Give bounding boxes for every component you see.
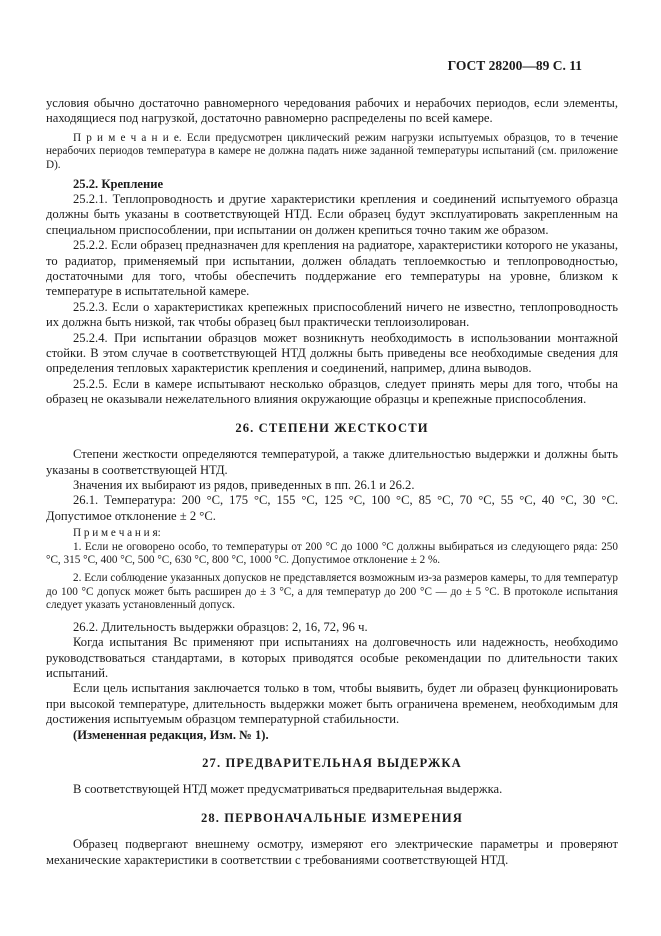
clause-25-2-5: 25.2.5. Если в камере испытывают несколько образцов, следует принять меры для того, чтобы на образец не оказывали нежелательного влияния окружающие образцы и крепежные приспособления. (46, 376, 618, 407)
note-26-1-item-2: 2. Если соблюдение указанных допусков не представляется возможным из-за размеров камеры, то для температур до 100 °С допуск может быть расширен до ± 3 °С, а для температур до 200 °С — до ± 5 °С. В протоколе испытания следует указать установленный допуск. (46, 571, 618, 612)
section-heading-26: 26. СТЕПЕНИ ЖЕСТКОСТИ (235, 420, 429, 435)
amended-revision-line: (Измененная редакция, Изм. № 1). (73, 727, 269, 742)
notes-label: П р и м е ч а н и я: (73, 527, 161, 540)
clause-26-2-duration: 26.2. Длительность выдержки образцов: 2, 16, 72, 96 ч. (73, 619, 368, 634)
note-26-1-item-1: 1. Если не оговорено особо, то температуры от 200 °С до 1000 °С должны выбираться из следующего ряда: 250 °С, 315 °С, 400 °С, 500 °С, 630 °С, 800 °С, 1000 °С. Допустимое отклонение ± 2 %. (46, 540, 618, 567)
section-26-paragraph-3: Когда испытания Вс применяют при испытаниях на долговечность или надежность, необходимо руководствоваться стандартами, в которых приводятся особые рекомендации по длительности таких испытаний. (46, 635, 618, 680)
clause-26-1-temperature: 26.1. Температура: 200 °С, 175 °С, 155 °С, 125 °С, 100 °С, 85 °С, 70 °С, 55 °С, 40 °С, 30 °С. Допустимое отклонение ± 2 °С. (46, 493, 618, 523)
section-27-paragraph-1: В соответствующей НТД может предусматриваться предварительная выдержка. (73, 782, 503, 797)
running-header-title: ГОСТ 28200—89 С. 11 (447, 58, 582, 73)
document-content (46, 58, 618, 868)
section-heading-28: 28. ПЕРВОНАЧАЛЬНЫЕ ИЗМЕРЕНИЯ (200, 810, 464, 825)
section-26-paragraph-4: Если цель испытания заключается только в том, чтобы выявить, будет ли образец функционировать при высокой температуре, длительность выдержки может быть ограничена временем, необходимым для достижения испытуемым образцом температурной стабильности. (46, 681, 618, 727)
clause-25-2-4: 25.2.4. При испытании образцов может возникнуть необходимость в использовании монтажной стойки. В этом случае в соответствующей НТД должны быть приведены все необходимые сведения для определения тепловых характеристик крепления и соединений, например, длина выводов. (46, 330, 618, 376)
section-heading-27: 27. ПРЕДВАРИТЕЛЬНАЯ ВЫДЕРЖКА (202, 755, 462, 770)
section-26-paragraph-2: Значения их выбирают из рядов, приведенных в пп. 26.1 и 26.2. (73, 477, 415, 492)
paragraph-continuation: условия обычно достаточно равномерного чередования рабочих и нерабочих периодов, если элементы, находящиеся под нагрузкой, достаточно равномерно распределены по всей камере. (46, 96, 618, 126)
section-28-paragraph-1: Образец подвергают внешнему осмотру, измеряют его электрические параметры и проверяют механические характеристики в соответствии с требованиями соответствующей НТД. (46, 837, 618, 867)
clause-25-2-title: 25.2. Крепление (73, 176, 164, 191)
section-26-paragraph-1: Степени жесткости определяются температурой, а также длительностью выдержки и должны быть указаны в соответствующей НТД. (46, 447, 618, 477)
clause-25-2-3: 25.2.3. Если о характеристиках крепежных приспособлений ничего не известно, теплопроводность их должна быть низкой, так чтобы образец был практически теплоизолирован. (46, 299, 618, 330)
clause-25-2-1: 25.2.1. Теплопроводность и другие характеристики крепления и соединений испытуемого образца должны быть указаны в соответствующей НТД. Если образец будут эксплуатировать закрепленным на специальном приспособлении, при испытании он должен крепиться точно таким же образом. (46, 192, 618, 237)
note-cyclic-load: П р и м е ч а н и е. Если предусмотрен циклический режим нагрузки испытуемых образцов, то в течение нерабочих периодов температура в камере не должна падать ниже заданной температуры испытаний (см. приложение D). (46, 131, 618, 171)
clause-25-2-2: 25.2.2. Если образец предназначен для крепления на радиаторе, характеристики которого не указаны, то радиатор, применяемый при испытании, должен обладать теплоемкостью и теплопроводностью, достаточными для того, чтобы обеспечить поддержание его температуры на уровне, близком к температуре в испытательной камере. (46, 238, 618, 299)
